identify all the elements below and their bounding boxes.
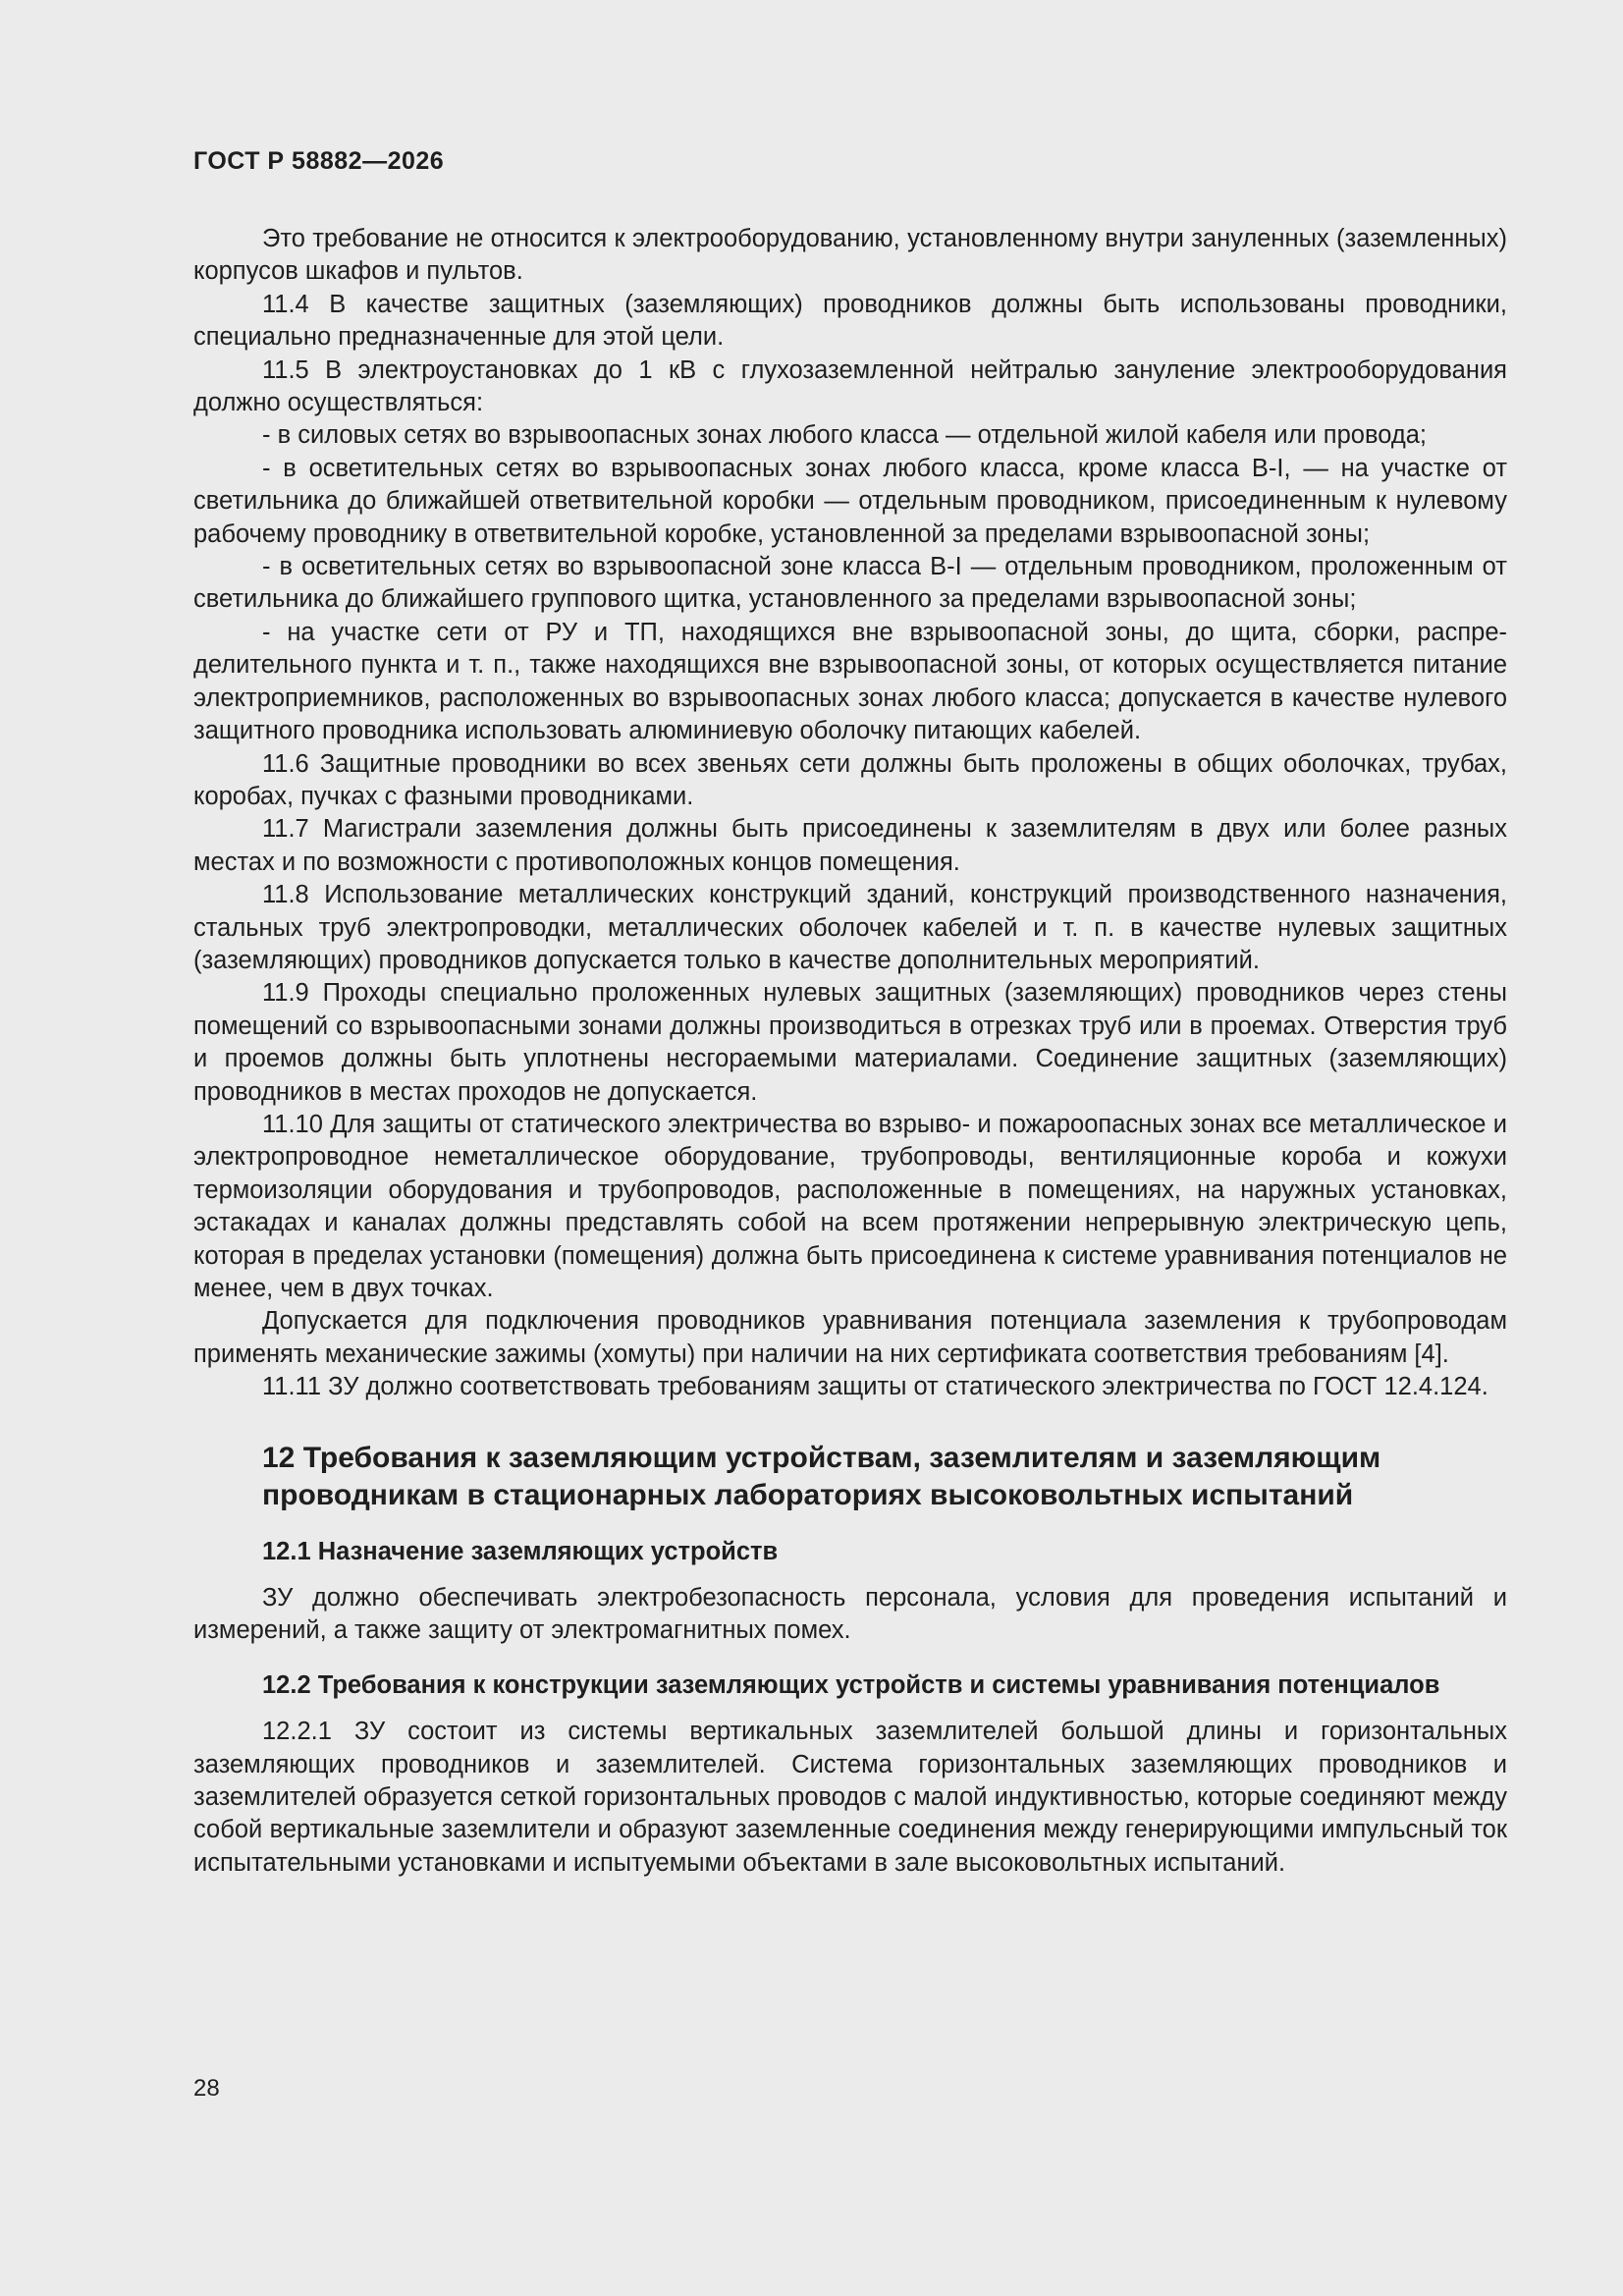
paragraph: 11.5 В электроустановках до 1 кВ с глухозаземленной нейтралью зануление электрооборудования должно осуществляться: <box>193 355 1507 417</box>
list-item: - в осветительных сетях во взрывоопасных зонах любого класса, кроме класса В-I, — на участке от светильника до ближайшей ответвительной коробки — отдельным проводником, присоединенным к нулевому рабочему проводнику в ответвительной коробке, установленной за пределами взрывоопасной зоны; <box>193 454 1507 548</box>
subsection-heading: 12.2 Требования к конструкции заземляющих устройств и системы уравнивания потенциалов <box>262 1670 1440 1699</box>
subsection-heading: 12.1 Назначение заземляющих устройств <box>262 1537 779 1565</box>
paragraph: 11.11 ЗУ должно соответствовать требованиям защиты от статического электричества по ГОСТ 12.4.124. <box>262 1373 1488 1401</box>
document-body <box>193 223 1507 1880</box>
paragraph: 11.10 Для защиты от статического электричества во взрыво- и пожароопасных зонах все металлическое и электропроводное неметаллическое оборудование, трубопроводы, вентиляционные короба и кожухи термоизоляции оборудования и трубопроводов, расположенные в помещениях, на наружных установках, эстакадах и каналах должны представлять собой на всем протяжении непрерывную электрическую цепь, которая в пределах установки (помещения) должна быть присоединена к системе уравнивания потенциалов не менее, чем в двух точках. <box>193 1110 1507 1302</box>
paragraph: 11.9 Проходы специально проложенных нулевых защитных (заземляющих) проводников через стены помещений со взрывоопасными зонами должны производиться в отрезках труб или в проемах. Отверстия труб и проемов должны быть уплотнены несгораемыми материалами. Соединение защитных (заземляющих) проводников в местах проходов не допускается. <box>193 979 1507 1106</box>
list-item: - в осветительных сетях во взрывоопасной зоне класса В-I — отдельным проводником, проложенным от светильника до ближайшего группового щитка, установленного за пределами взрывоопасной зоны; <box>193 553 1507 614</box>
paragraph: 12.2.1 ЗУ состоит из системы вертикальных заземлителей большой длины и горизонтальных заземляющих проводников и заземлителей. Система горизонтальных заземляющих проводников и заземлителей образуется сеткой горизонтальных проводов с малой индуктивностью, которые соединяют между собой вертикальные заземлители и образуют заземленные соединения между генерирующими импульсный ток испытательными установками и испытуемыми объектами в зале высоковольтных испытаний. <box>193 1718 1507 1877</box>
paragraph: ЗУ должно обеспечивать электробезопасность персонала, условия для проведения испытаний и измерений, а также защиту от электромагнитных помех. <box>193 1584 1507 1645</box>
section-heading: 12 Требования к заземляющим устройствам, заземлителям и заземляющим проводникам в стационарных лабораториях высоковольтных испытаний <box>262 1441 1381 1511</box>
paragraph: 11.7 Магистрали заземления должны быть присоединены к заземлителям в двух или более разных местах и по возможности с противоположных концов помещения. <box>193 815 1507 876</box>
paragraph: 11.8 Использование металлических конструкций зданий, конструкций производственного назначения, стальных труб электропроводки, металлических оболочек кабелей и т. п. в качестве нулевых защитных (заземляющих) проводников допускается только в качестве дополнительных мероприятий. <box>193 881 1507 974</box>
list-item: - на участке сети от РУ и ТП, находящихся вне взрывоопасной зоны, до щита, сборки, распределительного пункта и т. п., также находящихся вне взрывоопасной зоны, от которых осуществляется питание электроприемников, расположенных во взрывоопасных зонах любого класса; допускается в качестве нулевого защитного проводника использовать алюминиевую оболочку питающих кабелей. <box>193 618 1507 745</box>
paragraph: Это требование не относится к электрооборудованию, установленному внутри зануленных (заземленных) корпусов шкафов и пультов. <box>193 225 1507 286</box>
paragraph: Допускается для подключения проводников уравнивания потенциала заземления к трубопроводам применять механические зажимы (хомуты) при наличии на них сертификата соответствия требованиям [4]. <box>193 1307 1507 1368</box>
list-item: - в силовых сетях во взрывоопасных зонах любого класса — отдельной жилой кабеля или провода; <box>262 421 1427 450</box>
document-header: ГОСТ Р 58882—2026 <box>193 147 445 175</box>
paragraph: 11.6 Защитные проводники во всех звеньях сети должны быть проложены в общих оболочках, трубах, коробах, пучках с фазными проводниками. <box>193 749 1507 810</box>
page-number: 28 <box>193 2075 220 2102</box>
paragraph: 11.4 В качестве защитных (заземляющих) проводников должны быть использованы проводники, специально предназначенные для этой цели. <box>193 290 1507 352</box>
